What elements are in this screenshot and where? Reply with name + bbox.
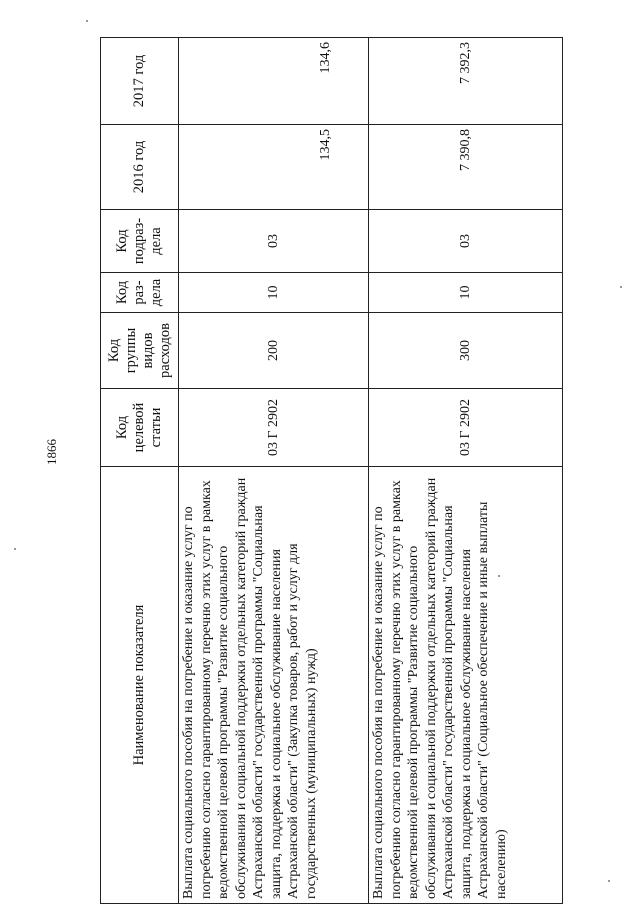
scan-speck (498, 575, 500, 577)
rotated-page-content (100, 38, 562, 904)
row-year-2017: 7 392,3 (369, 38, 563, 125)
header-target-code: Код целевой статьи (101, 389, 179, 467)
budget-table (100, 37, 563, 904)
table-row (369, 38, 563, 904)
row-expense-group-code: 300 (369, 313, 563, 389)
header-section-code: Код раз-дела (101, 273, 179, 313)
header-year-2017: 2017 год (101, 38, 179, 125)
row-name: Выплата социального пособия на погребение и оказание услуг по погребению согласно гарантированному перечню этих услуг в рамках ведомственной целевой программы "Развитие социального обслуживания и социальной поддержки отдельных категорий граждан Астраханской области" государственной программы "Социальная защита, поддержка и социальное обслуживание населения Астраханской области" (Закупка товаров, работ и услуг для государственных (муниципальных) нужд) (179, 467, 369, 904)
table-header-row (101, 38, 179, 904)
row-year-2016: 7 390,8 (369, 125, 563, 210)
row-section-code: 10 (369, 273, 563, 313)
row-subsection-code: 03 (369, 210, 563, 273)
scan-speck (14, 548, 16, 550)
scan-speck (608, 880, 610, 882)
row-year-2017: 134,6 (179, 38, 369, 125)
row-expense-group-code: 200 (179, 313, 369, 389)
header-subsection-code: Код подраз-дела (101, 210, 179, 273)
page-number: 1866 (44, 439, 59, 465)
header-year-2016: 2016 год (101, 125, 179, 210)
row-target-code: 03 Г 2902 (179, 389, 369, 467)
row-year-2016: 134,5 (179, 125, 369, 210)
header-name: Наименование показателя (101, 467, 179, 904)
header-expense-group-code: Код группы видов расходов (101, 313, 179, 389)
row-name: Выплата социального пособия на погребение и оказание услуг по погребению согласно гарантированному перечню этих услуг в рамках ведомственной целевой программы "Развитие социального обслуживания и социальной поддержки отдельных категорий граждан Астраханской области" государственной программы "Социальная защита, поддержка и социальное обслуживание населения Астраханской области" (Социальное обеспечение и иные выплаты населению) (369, 467, 563, 904)
row-subsection-code: 03 (179, 210, 369, 273)
scan-speck (620, 286, 622, 288)
row-section-code: 10 (179, 273, 369, 313)
row-target-code: 03 Г 2902 (369, 389, 563, 467)
scan-speck (86, 20, 88, 22)
table-row (179, 38, 369, 904)
